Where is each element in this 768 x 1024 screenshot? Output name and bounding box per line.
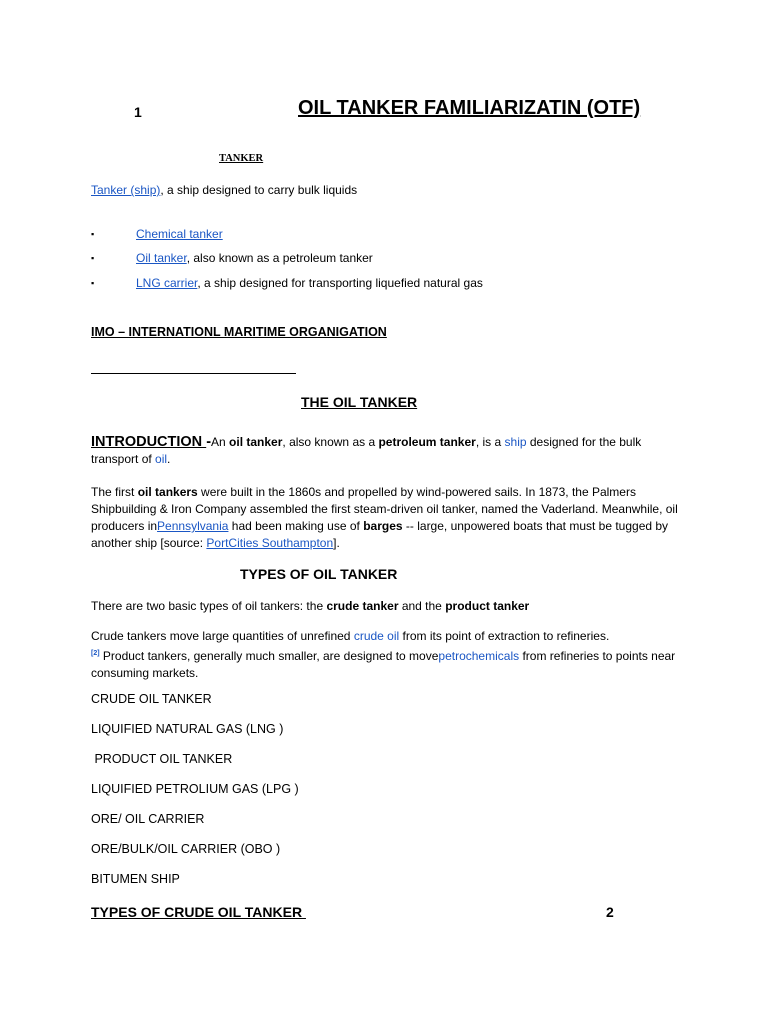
crude-text: Crude tankers move large quantities of unrefined xyxy=(91,629,354,643)
crude-paragraph xyxy=(91,628,691,682)
oil-link[interactable]: oil xyxy=(155,452,168,466)
oil-tanker-link[interactable]: Oil tanker xyxy=(136,251,187,265)
tanker-ship-link[interactable]: Tanker (ship) xyxy=(91,183,161,197)
crude-text: from its point of extraction to refineries. xyxy=(399,629,610,643)
history-paragraph xyxy=(91,484,681,552)
bullet-marker: ▪ xyxy=(91,229,95,239)
types-heading: TYPES OF OIL TANKER xyxy=(240,566,398,582)
page-number-top: 1 xyxy=(134,104,142,120)
history-bold-barges: barges xyxy=(363,519,403,533)
bullet-marker: ▪ xyxy=(91,278,95,288)
bullet-text: , a ship designed for transporting liquefied natural gas xyxy=(197,276,483,290)
crude-oil-link[interactable]: crude oil xyxy=(353,629,400,643)
two-types-paragraph xyxy=(91,598,711,615)
intro-text: designed for the bulk transport of xyxy=(91,435,642,466)
bold-product-tanker: product tanker xyxy=(445,599,530,613)
history-text: had been making use of xyxy=(228,519,364,533)
document-title: OIL TANKER FAMILIARIZATIN (OTF) xyxy=(298,97,641,119)
crude-types-heading: TYPES OF CRUDE OIL TANKER xyxy=(91,904,306,920)
introduction-paragraph xyxy=(91,434,691,468)
crude-text: from refineries to points near consuming markets. xyxy=(91,649,676,680)
bullet-text: , also known as a petroleum tanker xyxy=(186,251,373,265)
history-text: -- large, unpowered boats that must be tugged by another ship [source: xyxy=(91,519,669,550)
petrochemicals-link[interactable]: petrochemicals xyxy=(438,649,520,663)
introduction-label: INTRODUCTION xyxy=(91,434,207,450)
history-text: were built in the 1860s and propelled by wind-powered sails. In 1873, the Palmers Shipbuilding & Iron Company assembled the first steam-driven oil tanker, named the Vaderland. Meanwhile, oil producers in xyxy=(91,485,678,533)
ship-link[interactable]: ship xyxy=(504,435,527,449)
list-item: LIQUIFIED NATURAL GAS (LNG ) xyxy=(91,722,284,736)
history-text: ]. xyxy=(333,536,340,550)
intro-bold-petroleum-tanker: petroleum tanker xyxy=(378,435,476,449)
subheading-tanker: TANKER xyxy=(219,153,264,164)
list-item: ORE/ OIL CARRIER xyxy=(91,812,205,826)
imo-heading: IMO – INTERNATIONL MARITIME ORGANIGATION xyxy=(91,325,387,339)
chemical-tanker-link[interactable]: Chemical tanker xyxy=(136,227,223,241)
oil-tanker-heading: THE OIL TANKER xyxy=(301,394,418,410)
introduction-dash: - xyxy=(206,434,212,450)
tanker-definition-text: , a ship designed to carry bulk liquids xyxy=(160,183,358,197)
page-number-bottom: 2 xyxy=(606,904,614,920)
two-types-text: There are two basic types of oil tankers: the xyxy=(91,599,327,613)
list-item: ORE/BULK/OIL CARRIER (OBO ) xyxy=(91,842,281,856)
bullet-marker: ▪ xyxy=(91,253,95,263)
history-bold-oil-tankers: oil tankers xyxy=(137,485,198,499)
intro-text: . xyxy=(167,452,171,466)
lng-carrier-link[interactable]: LNG carrier xyxy=(136,276,198,290)
intro-bold-oil-tanker: oil tanker xyxy=(229,435,283,449)
bold-crude-tanker: crude tanker xyxy=(326,599,399,613)
list-item: PRODUCT OIL TANKER xyxy=(91,752,233,766)
tanker-definition xyxy=(91,182,711,199)
intro-text: , also known as a xyxy=(282,435,379,449)
list-item: CRUDE OIL TANKER xyxy=(91,692,212,706)
crude-text: Product tankers, generally much smaller, are designed to move xyxy=(99,649,439,663)
list-item: LIQUIFIED PETROLIUM GAS (LPG ) xyxy=(91,782,299,796)
intro-text: An xyxy=(211,435,230,449)
horizontal-rule xyxy=(91,373,296,374)
portcities-southampton-link[interactable]: PortCities Southampton xyxy=(206,536,334,550)
history-text: The first xyxy=(91,485,138,499)
list-item: BITUMEN SHIP xyxy=(91,872,180,886)
pennsylvania-link[interactable]: Pennsylvania xyxy=(157,519,229,533)
two-types-text: and the xyxy=(398,599,446,613)
intro-text: , is a xyxy=(475,435,505,449)
reference-2-link[interactable]: [2] xyxy=(91,650,100,657)
